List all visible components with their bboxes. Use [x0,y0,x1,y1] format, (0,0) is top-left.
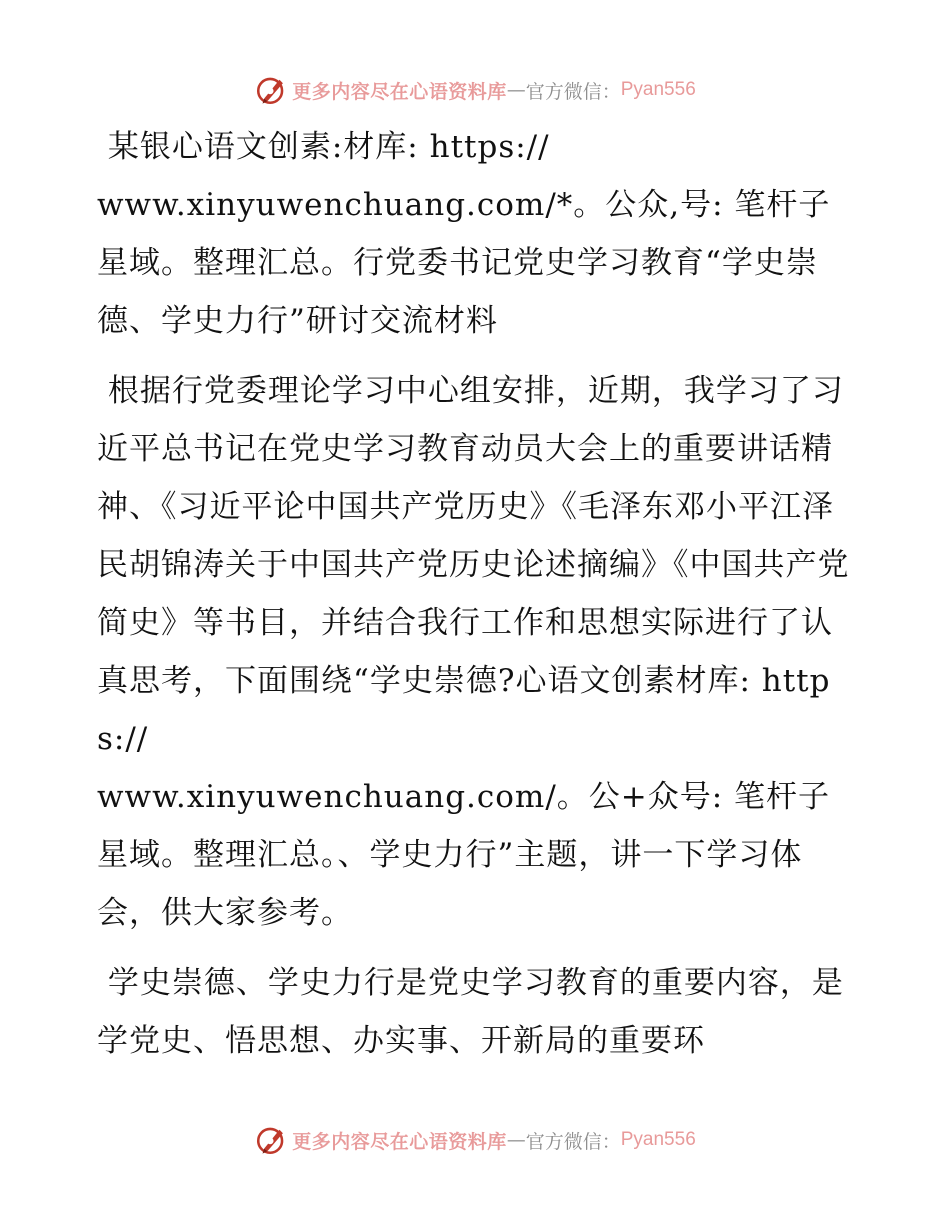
banner-dash: — [506,1129,526,1151]
paragraph-intro: 根据行党委理论学习中心组安排，近期，我学习了习近平总书记在党史学习教育动员大会上的重要讲话精神、《习近平论中国共产党历史》《毛泽东邓小平江泽民胡锦涛关于中国共产党历史论述摘编》《中国共产党简史》等书目，并结合我行工作和思想实际进行了认真思考，下面围绕“学史崇德?心语文创素材库: https:// www.xinyuwenchuang.com/。公+众号: 笔杆子星域。整理汇总。、学史力行”主题，讲一下学习体会，供大家参考。 [97,373,850,931]
paragraph-body: 学史崇德、学史力行是党史学习教育的重要内容，是学党史、悟思想、办实事、开新局的重要环 [97,965,844,1059]
header-banner [0,70,950,110]
banner-slogan: 更多内容尽在心语资料库 [292,80,507,103]
banner-wechat-id: Pyan556 [620,1129,696,1150]
banner-wechat-label: 官方微信： [525,80,621,103]
banner-dash: — [506,79,526,101]
paragraph-title: 某银心语文创素:材库: https:// www.xinyuwenchuang.com/*。公众,号: 笔杆子星域。整理汇总。行党委书记党史学习教育“学史崇德、学史力行”研讨交流材料 [97,129,831,339]
document-body [97,118,857,1082]
footer-banner [0,1120,950,1160]
banner-slogan: 更多内容尽在心语资料库 [292,1130,507,1153]
pen-logo-icon [254,1123,288,1157]
pen-logo-icon [254,73,288,107]
banner-wechat-label: 官方微信： [525,1130,621,1153]
banner-wechat-id: Pyan556 [620,79,696,100]
